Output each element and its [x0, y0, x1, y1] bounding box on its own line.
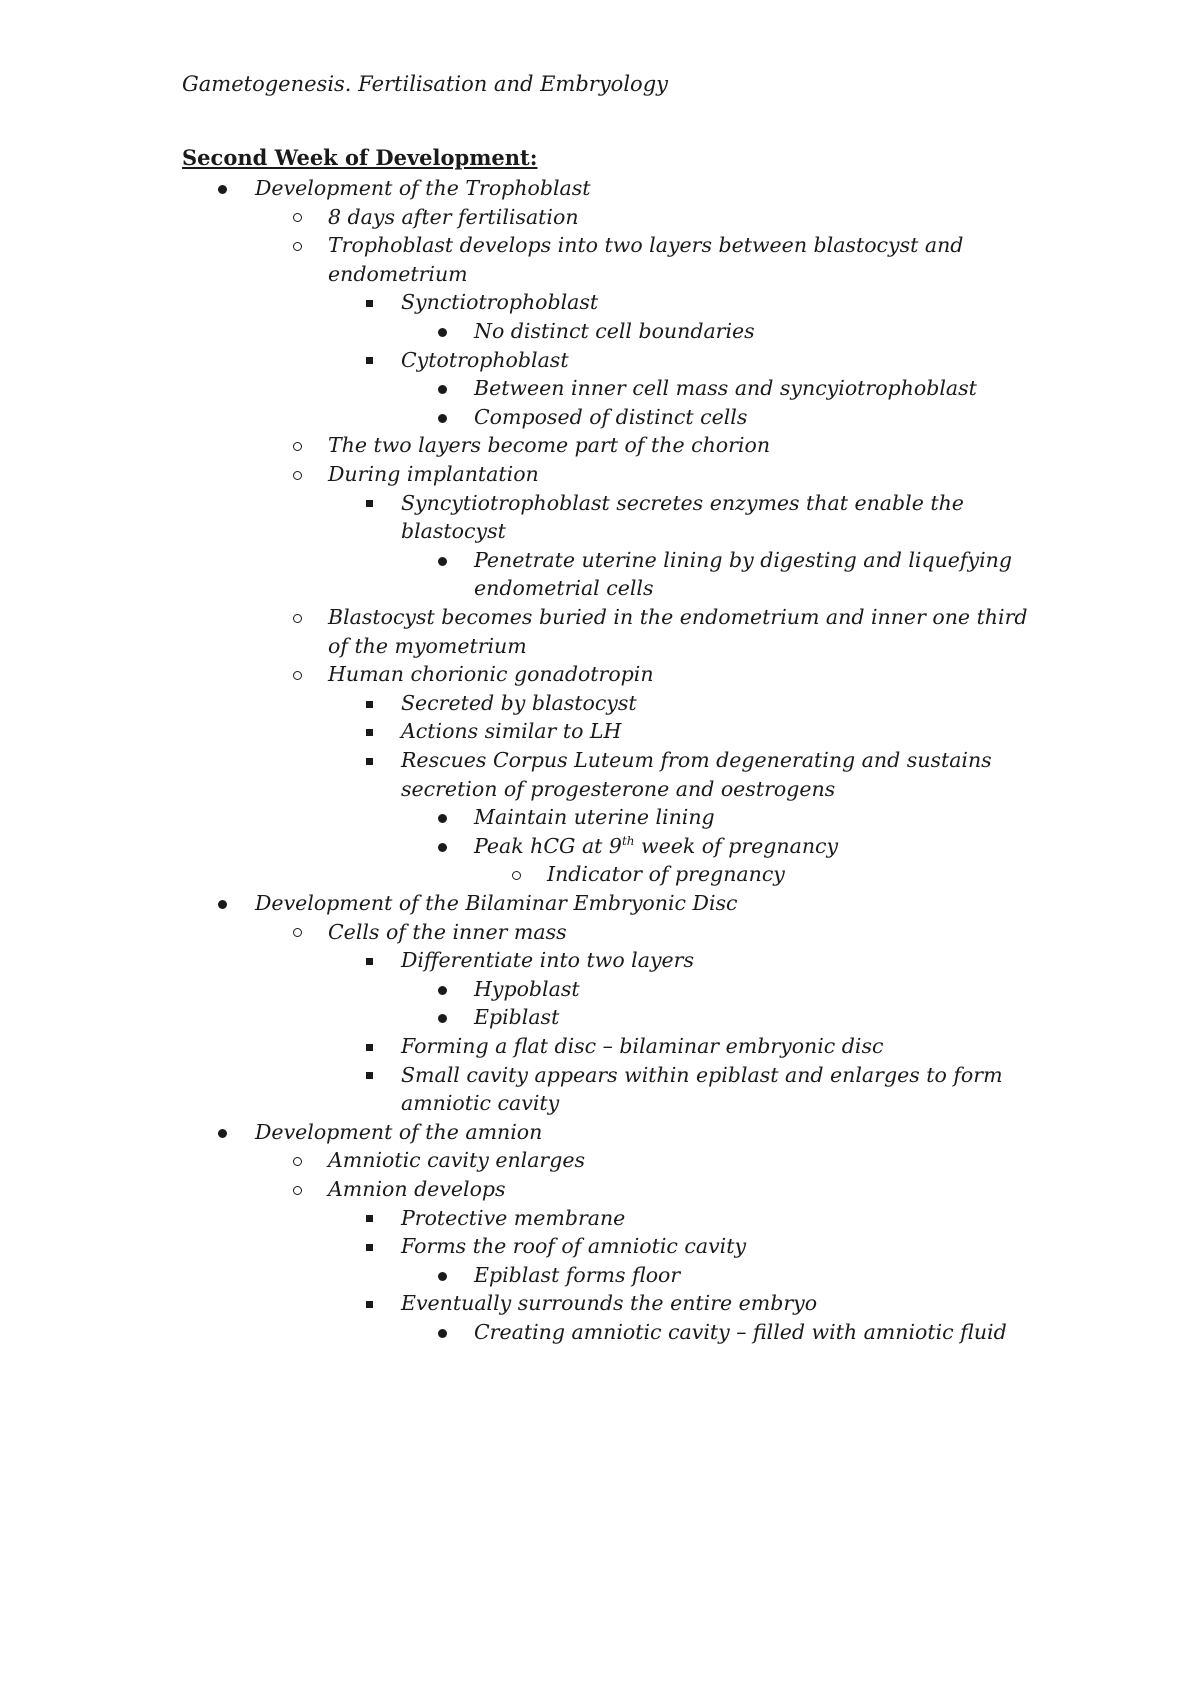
outline-item-line [401, 517, 506, 545]
outline-item-text: Blastocyst becomes buried in the endometrium and inner one third [328, 605, 1028, 629]
outline-item-text: Forming a flat disc – bilaminar embryonic disc [401, 1034, 884, 1058]
outline-item-text: Syncytiotrophoblast secretes enzymes that enable the [401, 490, 964, 515]
outline-item-text: Rescues Corpus Luteum from degenerating and sustains [401, 748, 992, 772]
outline-item-line [328, 918, 567, 946]
outline-item-text: blastocyst [401, 519, 506, 544]
outline-item-text: The two layers become part of the chorion [328, 433, 771, 458]
outline-item-text: Eventually surrounds the entire embryo [401, 1291, 818, 1316]
bullet-square-icon [366, 1215, 373, 1222]
outline-item-text: Development of the Trophoblast [255, 176, 591, 200]
outline-item-line [401, 946, 694, 974]
outline-item-line [474, 317, 755, 345]
outline-item-line [328, 231, 963, 259]
outline-item-line [401, 1061, 1003, 1089]
outline-item-line [474, 546, 1012, 574]
outline-item-text: endometrium [328, 261, 468, 286]
bullet-circle-icon [293, 442, 302, 451]
outline-item-line [401, 1289, 817, 1317]
outline-item-line [255, 1118, 542, 1146]
bullet-dot-icon [438, 557, 447, 566]
bullet-dot-icon [438, 1014, 447, 1023]
bullet-dot-icon [438, 986, 447, 995]
bullet-square-icon [366, 300, 373, 307]
bullet-circle-icon [293, 671, 302, 680]
outline-item-line [474, 1261, 680, 1289]
bullet-dot-icon [218, 1129, 227, 1138]
outline-item-text: No distinct cell boundaries [474, 319, 755, 343]
outline-item-text: Development of the Bilaminar Embryonic Disc [255, 891, 738, 915]
outline-item-text: Actions similar to LH [401, 719, 622, 744]
bullet-square-icon [366, 701, 373, 708]
bullet-dot-icon [438, 1272, 447, 1281]
bullet-circle-icon [293, 213, 302, 222]
outline-item-text: Between inner cell mass and syncyiotrophoblast [474, 376, 977, 401]
bullet-dot-icon [438, 814, 447, 823]
bullet-circle-icon [293, 614, 302, 623]
bullet-square-icon [366, 1301, 373, 1308]
outline-item-line [401, 717, 621, 745]
outline-item-line [328, 460, 539, 488]
bullet-square-icon [366, 1072, 373, 1079]
outline-item-line [401, 1204, 625, 1232]
bullet-square-icon [366, 1244, 373, 1251]
outline-item-text: Small cavity appears within epiblast and enlarges to form [401, 1062, 1003, 1087]
outline-item-line [547, 860, 785, 888]
outline-item-line [401, 288, 598, 316]
outline-item-line [474, 574, 654, 602]
outline-item-line [474, 1318, 1007, 1346]
bullet-circle-icon [512, 871, 521, 880]
bullet-dot-icon [438, 414, 447, 423]
outline-item-line [328, 203, 579, 231]
outline-item-line [328, 603, 1028, 631]
outline-item-text: Protective membrane [401, 1205, 626, 1230]
outline-item-line [401, 1032, 883, 1060]
bullet-dot-icon [218, 900, 227, 909]
bullet-square-icon [366, 958, 373, 965]
outline-item-text: Hypoblast [474, 976, 580, 1001]
outline-item-text: Development of the amnion [255, 1119, 543, 1144]
bullet-circle-icon [293, 242, 302, 251]
outline-item-text: Differentiate into two layers [401, 948, 694, 973]
outline-item-text: Maintain uterine lining [474, 805, 715, 830]
outline-item-line [255, 174, 591, 202]
bullet-square-icon [366, 758, 373, 765]
outline-item-line [474, 1003, 559, 1031]
bullet-square-icon [366, 357, 373, 364]
outline-item-line [328, 431, 770, 459]
outline-item-text: Creating amniotic cavity – filled with amniotic fluid [474, 1320, 1007, 1344]
outline-item-text: Amniotic cavity enlarges [328, 1148, 586, 1173]
outline-item-text: Cytotrophoblast [401, 347, 569, 372]
outline-item-line [328, 260, 468, 288]
outline-item-line [401, 346, 569, 374]
outline-item-line [401, 689, 637, 717]
outline-item-line [328, 660, 654, 688]
bullet-square-icon [366, 729, 373, 736]
outline-item-text: Synctiotrophoblast [401, 290, 599, 315]
outline-item-line [328, 1146, 585, 1174]
outline-item-text: Forms the roof of amniotic cavity [401, 1234, 747, 1259]
outline-item-line [474, 832, 838, 860]
outline-item-text: Epiblast forms floor [474, 1262, 681, 1287]
outline-item-line [255, 889, 738, 917]
outline-item-line [401, 775, 835, 803]
outline-item-line [401, 1089, 559, 1117]
section-title: Second Week of Development: [182, 145, 538, 170]
outline-item-text-continued: week of pregnancy [634, 833, 839, 858]
outline-item-text: amniotic cavity [401, 1091, 560, 1116]
outline-item-text: Secreted by blastocyst [401, 690, 637, 715]
bullet-dot-icon [438, 385, 447, 394]
bullet-circle-icon [293, 471, 302, 480]
outline-item-text: Cells of the inner mass [328, 919, 567, 944]
outline-item-text: During implantation [328, 462, 539, 486]
outline-item-line [328, 1175, 506, 1203]
bullet-square-icon [366, 500, 373, 507]
bullet-square-icon [366, 1044, 373, 1051]
outline-item-text: 8 days after fertilisation [328, 204, 579, 229]
bullet-dot-icon [438, 328, 447, 337]
outline-item-line [474, 975, 580, 1003]
outline-item-text: endometrial cells [474, 576, 654, 601]
bullet-circle-icon [293, 1186, 302, 1195]
outline-item-text: of the myometrium [328, 633, 527, 658]
document-header: Gametogenesis. Fertilisation and Embryology [182, 72, 668, 96]
outline-item-line [328, 632, 527, 660]
outline-item-line [474, 403, 747, 431]
outline-item-line [401, 489, 964, 517]
outline-item-line [474, 374, 977, 402]
superscript-text: th [621, 833, 635, 848]
outline-item-text: Composed of distinct cells [474, 404, 748, 429]
outline-item-text: Amnion develops [328, 1177, 506, 1201]
outline-item-line [401, 746, 992, 774]
bullet-dot-icon [438, 843, 447, 852]
outline-item-text: Penetrate uterine lining by digesting and liquefying [474, 547, 1012, 572]
outline-item-text: Human chorionic gonadotropin [328, 662, 654, 687]
bullet-dot-icon [438, 1329, 447, 1338]
bullet-dot-icon [218, 185, 227, 194]
bullet-circle-icon [293, 1157, 302, 1166]
outline-item-text: Indicator of pregnancy [547, 862, 785, 887]
outline-item-line [401, 1232, 746, 1260]
outline-item-text: Peak hCG at 9 [474, 833, 622, 858]
outline-item-text: secretion of progesterone and oestrogens [401, 776, 836, 801]
outline-item-line [474, 803, 715, 831]
outline-item-text: Epiblast [474, 1005, 560, 1030]
bullet-circle-icon [293, 928, 302, 937]
outline-item-text: Trophoblast develops into two layers between blastocyst and [328, 233, 964, 258]
